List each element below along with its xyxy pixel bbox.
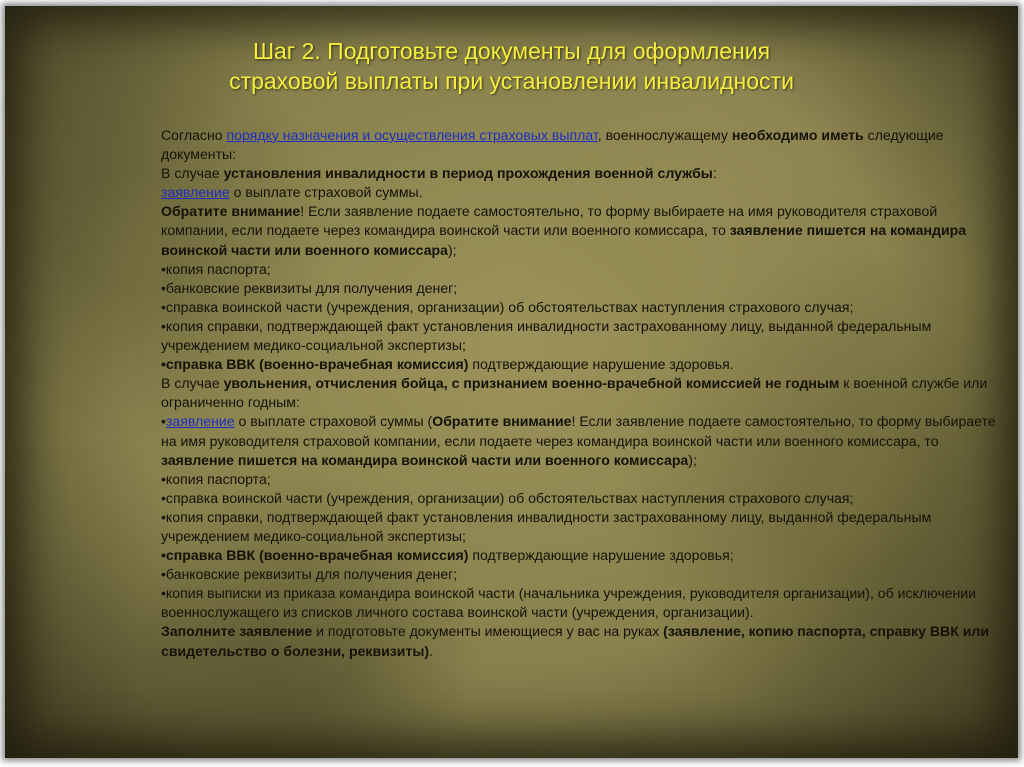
text: о выплате страховой суммы. <box>229 184 423 201</box>
bold-text: установления инвалидности в период прохождения военной службы <box>223 165 713 182</box>
slide <box>5 6 1018 758</box>
text: , военнослужащему <box>597 127 732 143</box>
list-item: •копия справки, подтверждающей факт установления инвалидности застрахованному лицу, выданной федеральным учреждением медико-социальной экспертизы; <box>161 317 932 354</box>
title-line-2: страховой выплаты при установлении инвалидности <box>229 68 794 94</box>
slide-body <box>161 126 1001 661</box>
list-item: •копия паспорта; <box>161 260 271 277</box>
paragraph-conclusion <box>161 622 1001 660</box>
text: : <box>712 165 717 182</box>
list-item <box>161 546 1001 565</box>
list-item: •справка воинской части (учреждения, организации) об обстоятельствах наступления страхового случая; <box>161 489 854 506</box>
bold-text: заявление пишется на командира воинской части или военного комиссара <box>161 451 689 468</box>
text: и подготовьте документы имеющиеся у вас на руках <box>312 623 664 640</box>
application-link[interactable]: заявление <box>161 184 230 201</box>
list-item: •копия выписки из приказа командира воинской части (начальника учреждения, руководителя организации), об исключении военнослужащего из списков личного состава воинской части (учреждения, организации). <box>161 585 977 621</box>
bold-text: необходимо иметь <box>731 127 864 143</box>
text: . <box>429 642 434 659</box>
text: подтверждающие нарушение здоровья. <box>468 356 734 373</box>
paragraph-intro <box>161 126 1001 164</box>
paragraph-case-service <box>161 164 1001 183</box>
text: ! Если заявление подаете самостоятельно, то форму выбираете на имя руководителя страховой компании, если подаете через командира воинской части или военного комиссара, то <box>161 203 938 239</box>
payment-procedure-link[interactable]: порядку назначения и осуществления страховых выплат <box>226 127 598 143</box>
title-line-1: Шаг 2. Подготовьте документы для оформления <box>252 38 771 64</box>
bold-text: Обратите внимание <box>161 203 301 220</box>
text: подтверждающие нарушение здоровья; <box>468 547 734 564</box>
bullet: • <box>161 413 166 430</box>
list-item: •копия справки, подтверждающей факт установления инвалидности застрахованному лицу, выданной федеральным учреждением медико-социальной экспертизы; <box>161 508 932 544</box>
text: ); <box>688 451 697 468</box>
bold-text: увольнения, отчисления бойца, с признанием военно-врачебной комиссией не годным <box>223 375 840 392</box>
text: Согласно <box>161 127 227 143</box>
list-item: •справка воинской части (учреждения, организации) об обстоятельствах наступления страхового случая; <box>161 298 854 315</box>
text: ); <box>447 241 457 258</box>
slide-title <box>5 36 1018 96</box>
text: В случае <box>161 375 224 392</box>
bold-text: •справка ВВК (военно-врачебная комиссия) <box>161 547 469 564</box>
bold-text: (заявление, копию паспорта, справку ВВК или свидетельство о болезни, реквизиты) <box>161 623 990 659</box>
bold-text: •справка ВВК (военно-врачебная комиссия) <box>161 356 469 373</box>
text: к военной службе или ограниченно годным: <box>161 375 988 411</box>
text: о выплате страховой суммы ( <box>234 413 433 430</box>
text: В случае <box>161 165 224 182</box>
application-link-2[interactable]: заявление <box>165 413 235 430</box>
paragraph-application <box>161 183 1001 202</box>
paragraph-case-dismissal <box>161 374 1001 412</box>
list-item <box>161 412 1001 469</box>
list-item: •банковские реквизиты для получения денег; <box>161 566 458 583</box>
bold-text: Обратите внимание <box>432 413 572 430</box>
bold-text: Заполните заявление <box>161 623 313 640</box>
list-item: •копия паспорта; <box>161 470 271 487</box>
text: ! Если заявление подаете самостоятельно, то форму выбираете на имя руководителя страховой компании, если подаете через командира воинской части или военного комиссара, то <box>161 413 996 449</box>
list-item: •банковские реквизиты для получения денег; <box>161 279 458 296</box>
bold-text: заявление пишется на командира воинской части или военного комиссара <box>161 222 967 258</box>
list-item <box>161 355 1001 374</box>
paragraph-attention <box>161 202 1001 259</box>
text: следующие документы: <box>161 127 944 163</box>
